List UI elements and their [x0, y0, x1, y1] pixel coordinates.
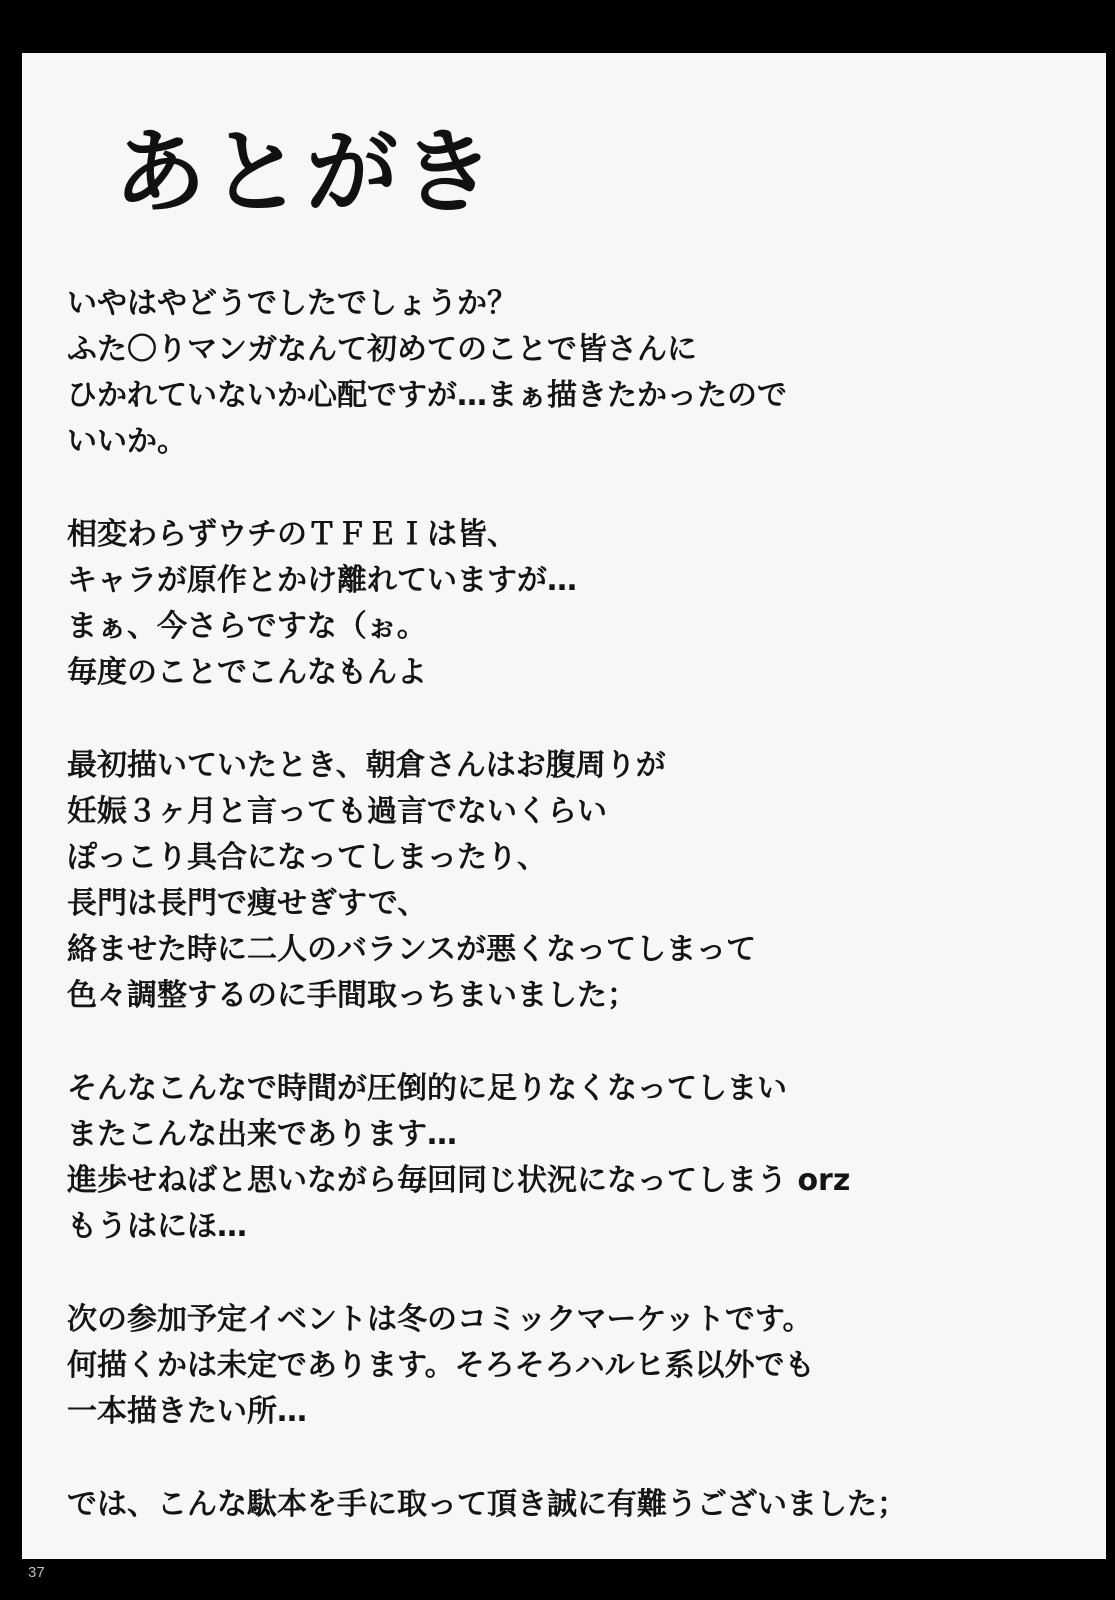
text-line: そんなこんなで時間が圧倒的に足りなくなってしまい [67, 1071, 787, 1106]
text-line: まぁ、今さらですな（ぉ。 [67, 609, 427, 644]
afterword-body [67, 281, 1047, 1575]
text-line: 妊娠３ヶ月と言っても過言でないくらい [67, 794, 607, 829]
paragraph [67, 1066, 1047, 1250]
text-line: 毎度のことでこんなもんよ [67, 655, 427, 690]
paragraph [67, 1297, 1047, 1435]
text-line: もうはにほ… [67, 1209, 247, 1244]
text-line: 長門は長門で痩せぎすで、 [67, 886, 428, 921]
text-line: 次の参加予定イベントは冬のコミックマーケットです。 [67, 1302, 813, 1337]
paragraph [67, 512, 1047, 696]
text-line: ひかれていないか心配ですが…まぁ描きたかったので [67, 378, 787, 413]
page-title: あとがき [114, 119, 499, 226]
paragraph [67, 743, 1047, 1019]
text-line: キャラが原作とかけ離れていますが… [67, 563, 577, 598]
paragraph [67, 1482, 1047, 1528]
text-line: いやはやどうでしたでしょうか？ [67, 286, 517, 321]
text-line: 進歩せねばと思いながら毎回同じ状況になってしまう orz [67, 1163, 851, 1198]
text-line: またこんな出来であります… [67, 1117, 457, 1152]
text-line: ぽっこり具合になってしまったり、 [67, 840, 547, 875]
text-line: 相変わらずウチのＴＦＥＩは皆、 [67, 517, 517, 552]
page-sheet [22, 53, 1106, 1559]
paragraph [67, 281, 1047, 465]
page-number: 37 [28, 1564, 45, 1581]
text-line: 絡ませた時に二人のバランスが悪くなってしまって [67, 932, 757, 967]
text-line: 何描くかは未定であります。そろそろハルヒ系以外でも [67, 1348, 815, 1383]
text-line: 一本描きたい所… [67, 1394, 307, 1429]
text-line: いいか。 [67, 424, 187, 459]
text-line: 色々調整するのに手間取っちまいました； [67, 978, 637, 1013]
text-line: 最初描いていたとき、朝倉さんはお腹周りが [67, 748, 666, 783]
text-line: では、こんな駄本を手に取って頂き誠に有難うございました； [67, 1487, 907, 1522]
text-line: ふた〇りマンガなんて初めてのことで皆さんに [67, 332, 697, 367]
